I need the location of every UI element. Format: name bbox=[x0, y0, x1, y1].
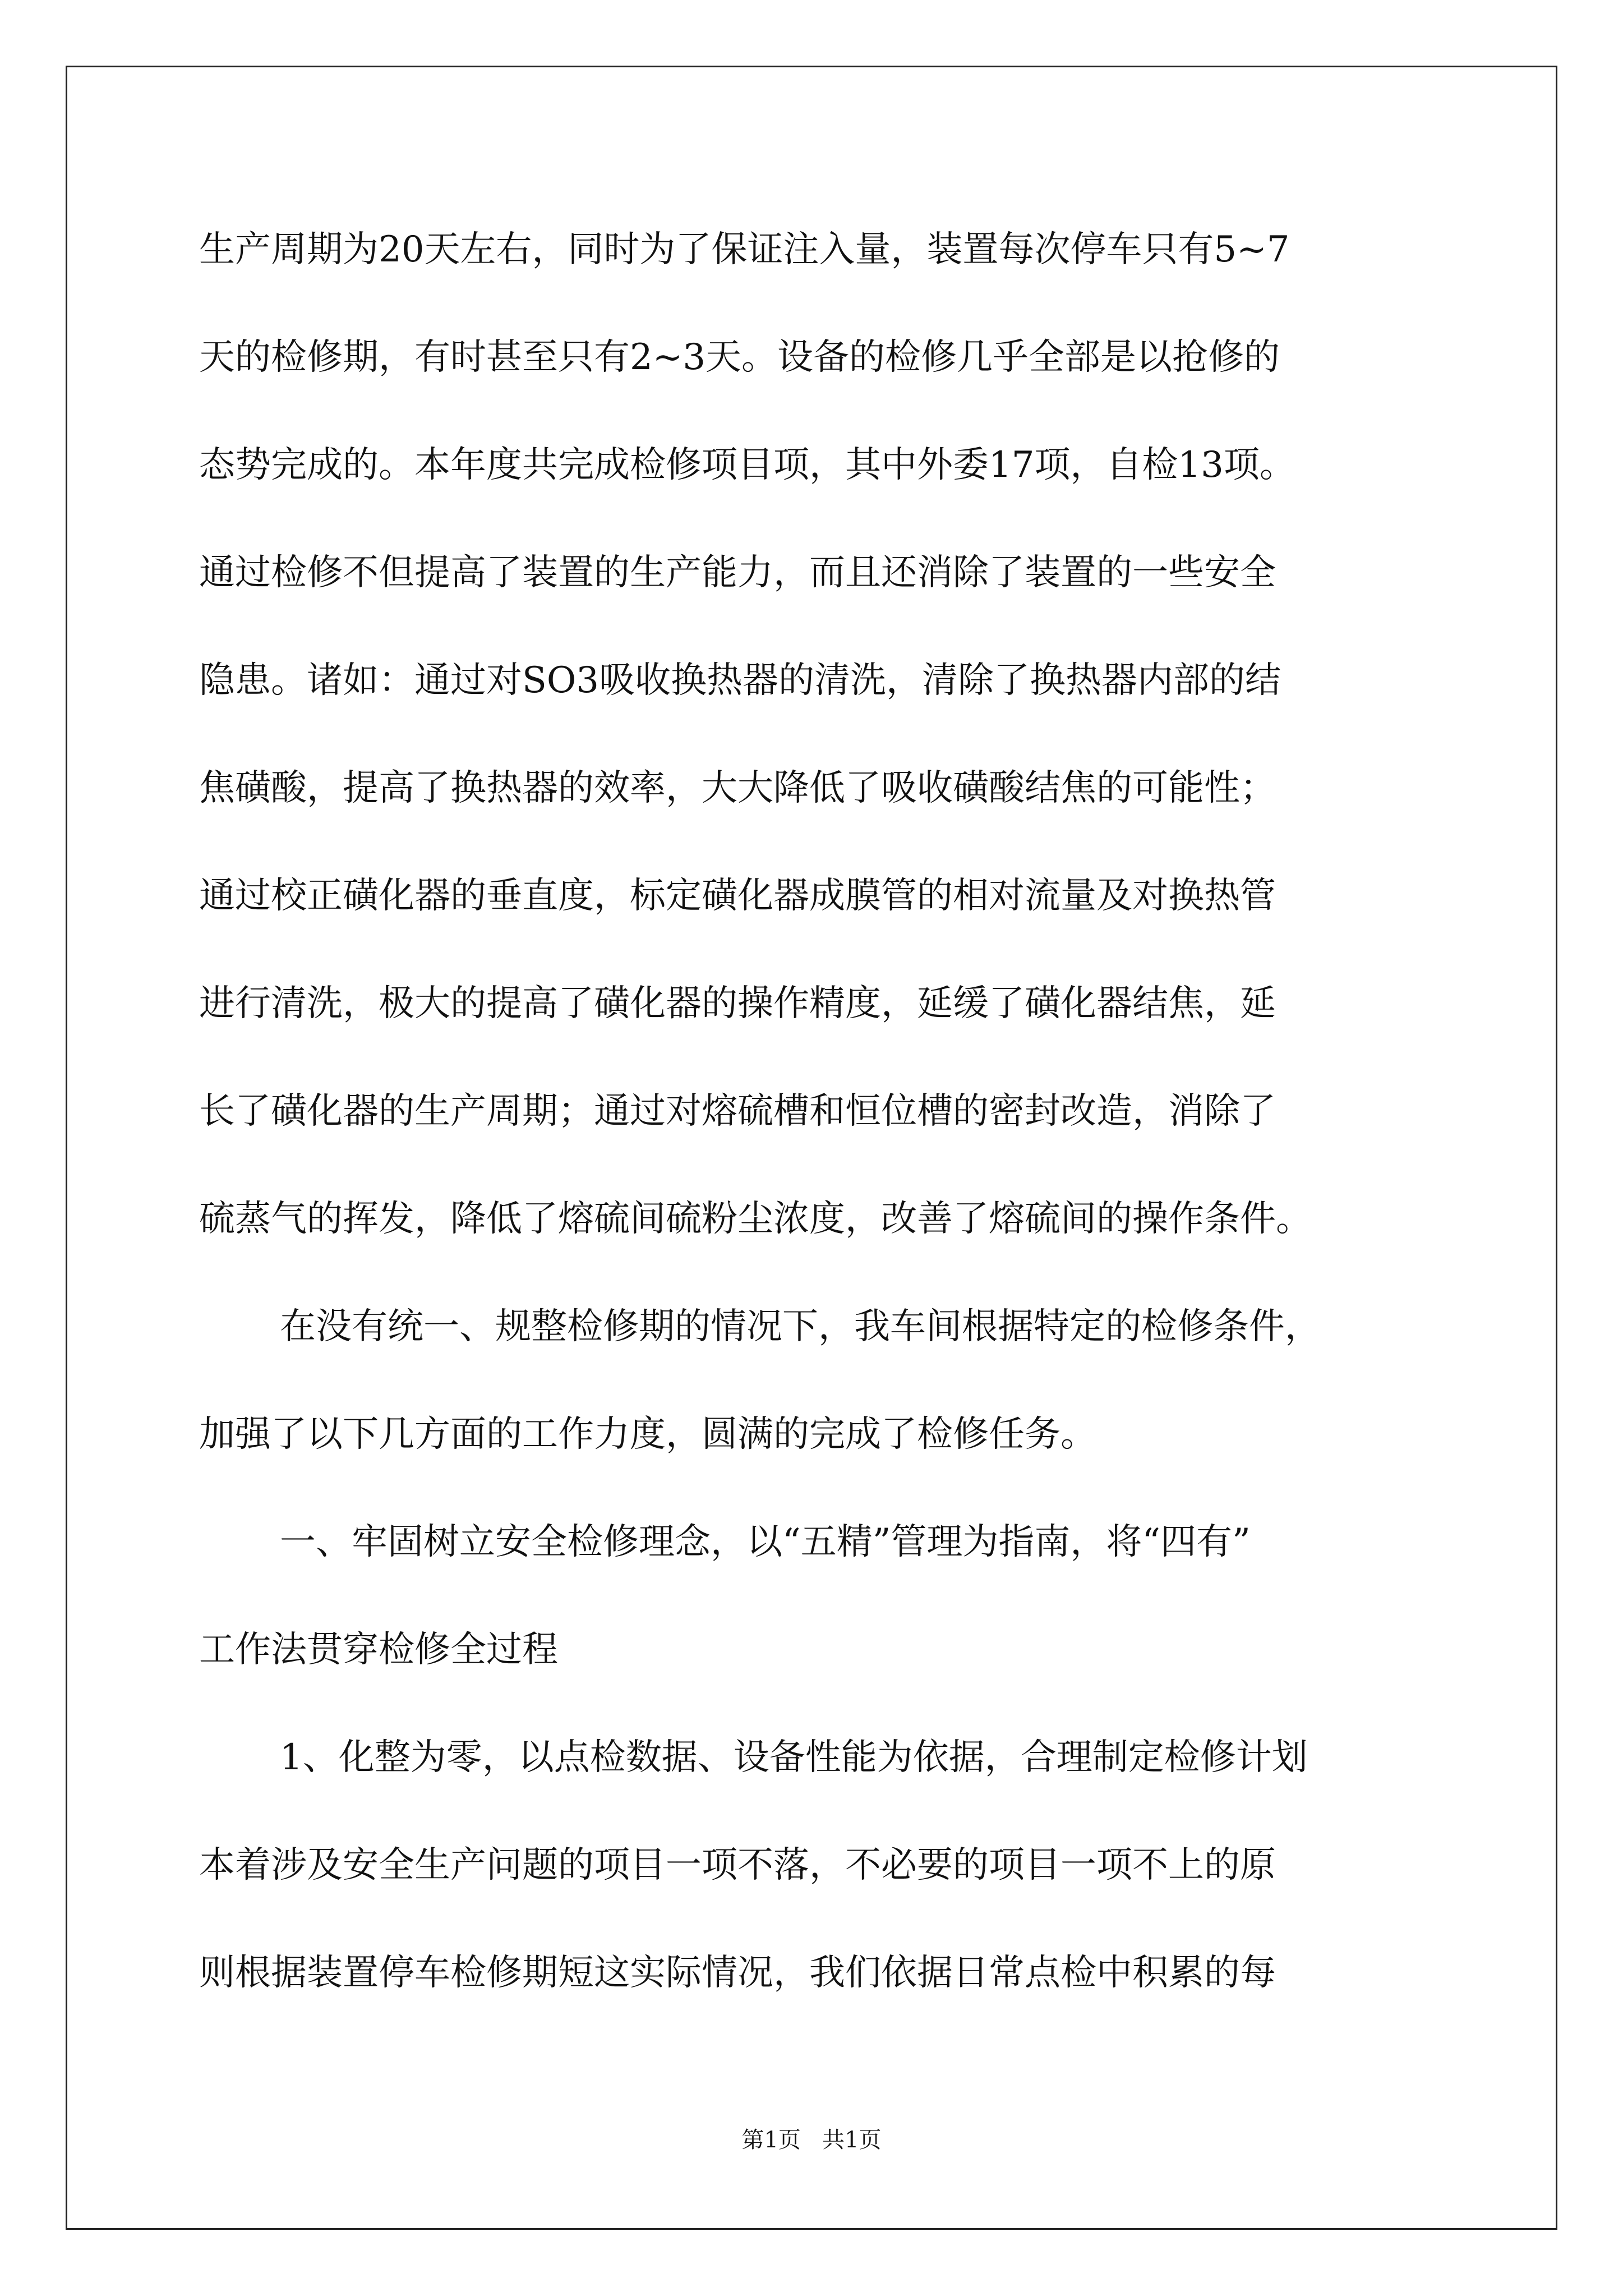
text-line: 长了磺化器的生产周期；通过对熔硫槽和恒位槽的密封改造，消除了 bbox=[199, 1091, 1276, 1132]
paragraph-start-line: 在没有统一、规整检修期的情况下，我车间根据特定的检修条件， bbox=[280, 1306, 1321, 1347]
text-line: 天的检修期，有时甚至只有2~3天。设备的检修几乎全部是以抢修的 bbox=[199, 337, 1280, 378]
text-line: 生产周期为20天左右，同时为了保证注入量，装置每次停车只有5~7 bbox=[199, 229, 1290, 270]
subheading-line: 1、化整为零，以点检数据、设备性能为依据，合理制定检修计划 bbox=[280, 1737, 1308, 1778]
text-line: 态势完成的。本年度共完成检修项目项，其中外委17项，自检13项。 bbox=[199, 444, 1295, 486]
text-line: 进行清洗，极大的提高了磺化器的操作精度，延缓了磺化器结焦，延 bbox=[199, 983, 1276, 1024]
text-line: 隐患。诸如：通过对SO3吸收换热器的清洗，清除了换热器内部的结 bbox=[199, 660, 1281, 701]
text-line: 则根据装置停车检修期短这实际情况，我们依据日常点检中积累的每 bbox=[199, 1952, 1276, 1994]
text-line: 通过检修不但提高了装置的生产能力，而且还消除了装置的一些安全 bbox=[199, 552, 1276, 593]
text-line: 硫蒸气的挥发，降低了熔硫间硫粉尘浓度，改善了熔硫间的操作条件。 bbox=[199, 1198, 1312, 1240]
section-heading-line: 工作法贯穿检修全过程 bbox=[199, 1629, 558, 1671]
text-line: 本着涉及安全生产问题的项目一项不落，不必要的项目一项不上的原 bbox=[199, 1844, 1276, 1886]
text-line: 焦磺酸，提高了换热器的效率，大大降低了吸收磺酸结焦的可能性； bbox=[199, 767, 1276, 809]
text-line: 加强了以下几方面的工作力度，圆满的完成了检修任务。 bbox=[199, 1414, 1096, 1455]
section-heading-line: 一、牢固树立安全检修理念，以“五精”管理为指南，将“四有” bbox=[280, 1521, 1251, 1563]
page-border bbox=[66, 66, 1557, 2230]
page-footer: 第1页 共1页 bbox=[741, 2127, 882, 2153]
text-line: 通过校正磺化器的垂直度，标定磺化器成膜管的相对流量及对换热管 bbox=[199, 875, 1276, 917]
